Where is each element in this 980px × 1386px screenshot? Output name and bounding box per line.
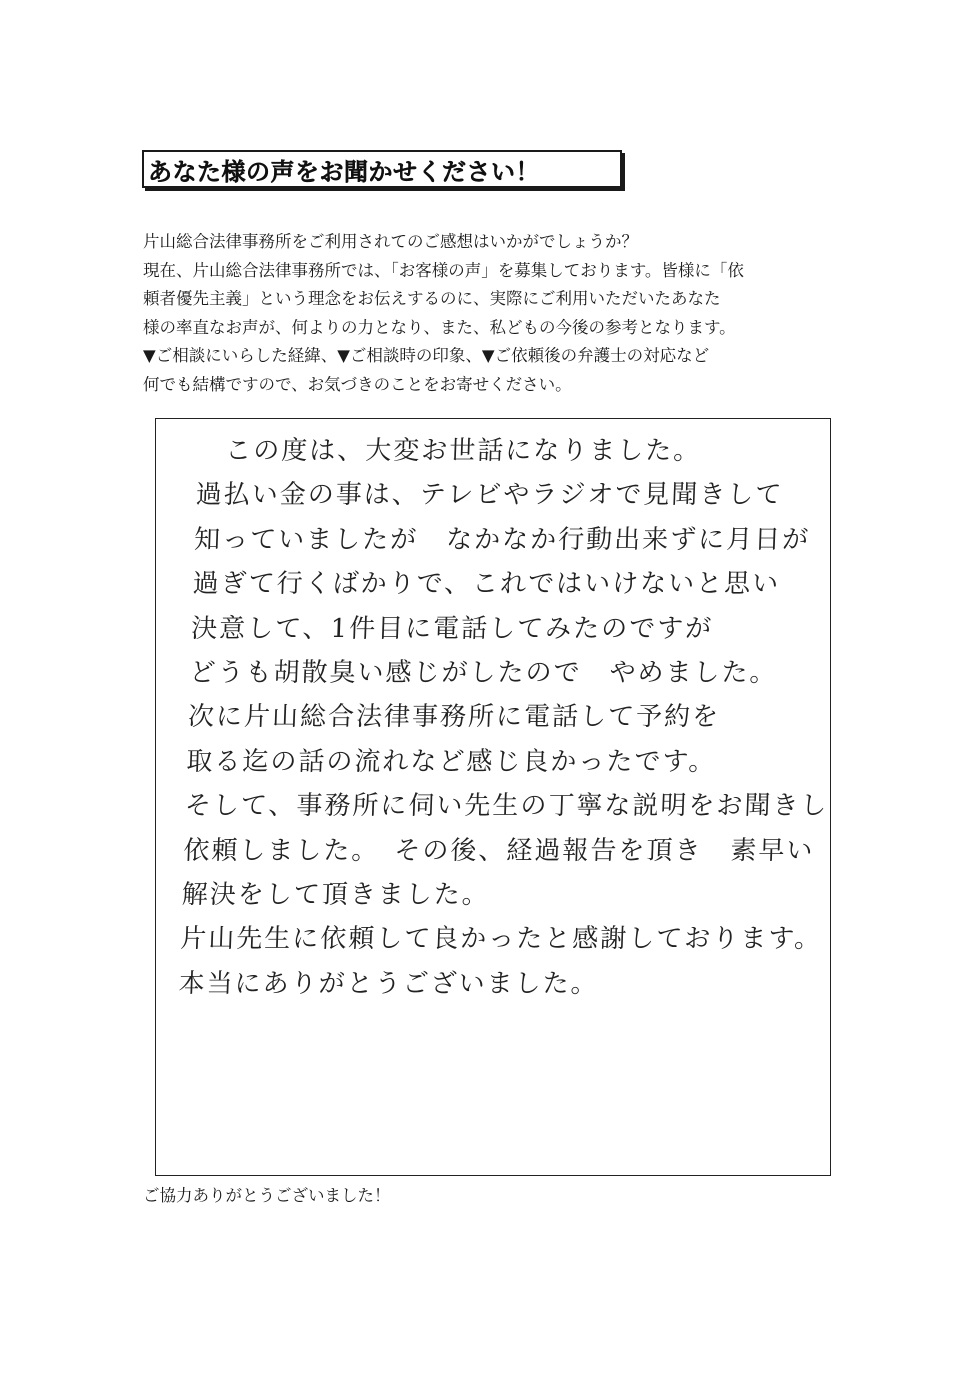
handwritten-line: 依頼しました。 その後、経過報告を頂き 素早い [182, 835, 815, 866]
handwritten-line: 解決をして頂きました。 [181, 880, 491, 911]
handwritten-line: 片山先生に依頼して良かったと感謝しております。 [179, 924, 823, 955]
intro-line: 様の率直なお声が、何よりの力となり、また、私どもの今後の参考となります。 [143, 317, 736, 337]
closing-thanks: ご協力ありがとうございました！ [143, 1186, 391, 1205]
handwritten-line: 次に片山総合法律事務所に電話して予約を [187, 702, 721, 733]
handwritten-line: そして、事務所に伺い先生の丁寧な説明をお聞きし [184, 791, 829, 822]
handwritten-line: 本当にありがとうございました。 [178, 968, 600, 999]
handwritten-line: 決意して、1件目に電話してみたのですが [190, 613, 714, 644]
handwritten-line: 取る迄の話の流れなど感じ良かったです。 [185, 746, 717, 777]
intro-line: 現在、片山総合法律事務所では、「お客様の声」を募集しております。皆様に「依 [143, 260, 744, 280]
intro-line: 頼者優先主義」という理念をお伝えするのに、実際にご利用いただいたあなた [143, 289, 721, 308]
handwritten-text [178, 429, 838, 1006]
handwritten-line: 過ぎて行くばかりで、これではいけないと思い [192, 569, 781, 600]
intro-line: 何でも結構ですので、お気づきのことをお寄せください。 [143, 374, 572, 394]
handwritten-line: 知っていましたが なかなか行動出来ずに月日が [193, 524, 811, 555]
handwritten-line: この度は、大変お世話になりました。 [196, 436, 702, 466]
handwritten-answer-box [155, 418, 831, 1176]
intro-paragraph [143, 228, 863, 399]
page-title: あなた様の声をお聞かせください！ [148, 157, 540, 186]
handwritten-line: どうも胡散臭い感じがしたので やめました。 [189, 658, 779, 689]
handwritten-line: 過払い金の事は、テレビやラジオで見聞きして [195, 480, 784, 511]
intro-line: 片山総合法律事務所をご利用されてのご感想はいかがでしょうか？ [143, 232, 638, 251]
intro-line: ▼ご相談にいらした経緯、▼ご相談時の印象、▼ご依頼後の弁護士の対応など [143, 346, 710, 365]
title-banner [142, 150, 622, 188]
